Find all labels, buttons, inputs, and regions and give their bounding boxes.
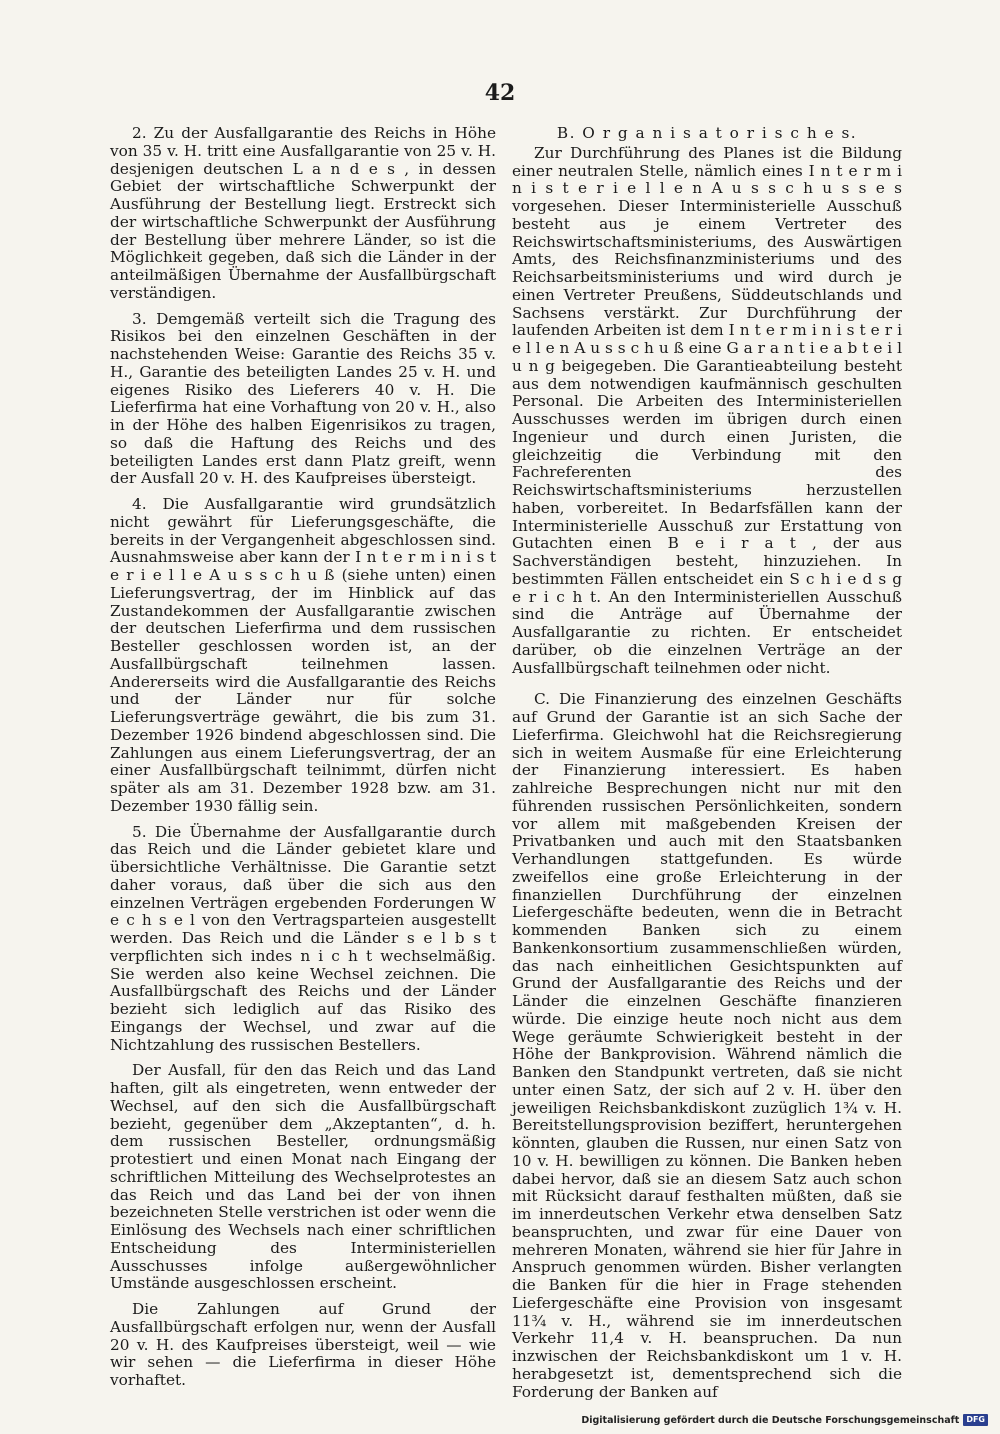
page-number: 42: [484, 80, 516, 106]
paragraph-ausfall: Der Ausfall, für den das Reich und das Land haften, gilt als eingetreten, wenn entweder der Wechsel, auf den sich die Ausfallbürgschaft bezieht, gegenüber dem „Akzeptanten“, d. h. dem russischen Besteller, ordnungsmäßig protestiert und einen Monat nach Eingang der schriftlichen Mitteilung des Wechselprotestes an das Reich und das Land bei der von ihnen bezeichneten Stelle verstrichen ist oder wenn die Einlösung des Wechsels nach einer schriftlichen Entscheidung des Interministeriellen Ausschusses infolge außergewöhnlicher Umstände ausgeschlossen erscheint.: [110, 1061, 496, 1293]
left-column: [110, 125, 496, 1398]
paragraph-4: 4. Die Ausfallgarantie wird grundsätzlich nicht gewährt für Lieferungsgeschäfte, die bereits in der Vergangenheit abgeschlossen sind. Ausnahmsweise aber kann der I n t e r m i n i s t e r i e l l e A u s s c h u ß (siehe unten) einen Lieferungsvertrag, der im Hinblick auf das Zustandekommen der Ausfallgarantie zwischen der deutschen Lieferfirma und dem russischen Besteller geschlossen worden ist, an der Ausfallbürgschaft teilnehmen lassen. Andererseits wird die Ausfallgarantie des Reichs und der Länder nur für solche Lieferungsverträge gewährt, die bis zum 31. Dezember 1926 bindend abgeschlossen sind. Die Zahlungen aus einem Lieferungsvertrag, der an einer Ausfallbürgschaft teilnimmt, dürfen nicht später als am 31. Dezember 1928 bzw. am 31. Dezember 1930 fällig sein.: [110, 495, 496, 815]
dfg-logo-icon: DFG: [963, 1414, 988, 1426]
section-c-paragraph: C. Die Finanzierung des einzelnen Geschäfts auf Grund der Garantie ist an sich Sache der Lieferfirma. Gleichwohl hat die Reichsregierung sich in weitem Ausmaße für eine Erleichterung der Finanzierung interessiert. Es haben zahlreiche Besprechungen nicht nur mit den führenden russischen Persönlichkeiten, sondern vor allem mit maßgebenden Kreisen der Privatbanken und auch mit den Staatsbanken Verhandlungen stattgefunden. Es würde zweifellos eine große Erleichterung in der finanziellen Durchführung der einzelnen Liefergeschäfte bedeuten, wenn die in Betracht kommenden Banken sich zu einem Bankenkonsortium zusammenschließen würden, das nach einheitlichen Gesichtspunkten auf Grund der Ausfallgarantie des Reichs und der Länder die einzelnen Geschäfte finanzieren würde. Die einzige heute noch nicht aus dem Wege geräumte Schwierigkeit besteht in der Höhe der Bankprovision. Während nämlich die Banken den Standpunkt vertreten, daß sie nicht unter einen Satz, der sich auf 2 v. H. über den jeweiligen Reichsbankdiskont zuzüglich 1¾ v. H. Bereitstellungsprovision beziffert, heruntergehen könnten, glauben die Russen, nur einen Satz von 10 v. H. bewilligen zu können. Die Banken heben dabei hervor, daß sie an diesem Satz auch schon mit Rücksicht darauf festhalten müßten, daß sie im innerdeutschen Verkehr etwa denselben Satz beanspruchten, und zwar für eine Dauer von mehreren Monaten, während sie hier für Jahre in Anspruch genommen würden. Bisher verlangten die Banken für die hier in Frage stehenden Liefergeschäfte eine Provision von insgesamt 11¾ v. H., während sie im innerdeutschen Verkehr 11,4 v. H. beanspruchen. Da nun inzwischen der Reichsbankdiskont um 1 v. H. herabgesetzt ist, dementsprechend sich die Forderung der Banken auf: [512, 690, 902, 1401]
paragraph-5: 5. Die Übernahme der Ausfallgarantie durch das Reich und die Länder gebietet klare und übersichtliche Verhältnisse. Die Garantie setzt daher voraus, daß über die sich aus den einzelnen Verträgen ergebenden Forderungen W e c h s e l von den Vertragsparteien ausgestellt werden. Das Reich und die Länder s e l b s t verpflichten sich indes n i c h t wechselmäßig. Sie werden also keine Wechsel zeichnen. Die Ausfallbürgschaft des Reichs und der Länder bezieht sich lediglich auf das Risiko des Eingangs der Wechsel, und zwar auf die Nichtzahlung des russischen Bestellers.: [110, 822, 496, 1054]
section-b-paragraph: Zur Durchführung des Planes ist die Bildung einer neutralen Stelle, nämlich eines I n t e r m i n i s t e r i e l l e n A u s s c h u s s e s vorgesehen. Dieser Interministerielle Ausschuß besteht aus je einem Vertreter des Reichswirtschaftsministeriums, des Auswärtigen Amts, des Reichsfinanzministeriums und des Reichsarbeitsministeriums und wird durch je einen Vertreter Preußens, Süddeutschlands und Sachsens verstärkt. Zur Durchführung der laufenden Arbeiten ist dem I n t e r m i n i s t e r i e l l e n A u s s c h u ß eine G a r a n t i e a b t e i l u n g beigegeben. Die Garantieabteilung besteht aus dem notwendigen kaufmännisch geschulten Personal. Die Arbeiten des Interministeriellen Ausschusses werden im übrigen durch einen Ingenieur und durch einen Juristen, die gleichzeitig die Verbindung mit den Fachreferenten des Reichswirtschaftsministeriums herzustellen haben, vorbereitet. In Bedarfsfällen kann der Interministerielle Ausschuß zur Erstattung von Gutachten einen B e i r a t , der aus Sachverständigen besteht, hinzuziehen. In bestimmten Fällen entscheidet ein S c h i e d s g e r i c h t. An den Interministeriellen Ausschuß sind die Anträge auf Übernahme der Ausfallgarantie zu richten. Er entscheidet darüber, ob die einzelnen Verträge an der Ausfallbürgschaft teilnehmen oder nicht.: [512, 143, 902, 677]
paragraph-3: 3. Demgemäß verteilt sich die Tragung des Risikos bei den einzelnen Geschäften in der nachstehenden Weise: Garantie des Reichs 35 v. H., Garantie des beteiligten Landes 25 v. H. und eigenes Risiko des Lieferers 40 v. H. Die Lieferfirma hat eine Vorhaftung von 20 v. H., also in der Höhe des halben Eigenrisikos zu tragen, so daß die Haftung des Reichs und des beteiligten Landes erst dann Platz greift, wenn der Ausfall 20 v. H. des Kaufpreises übersteigt.: [110, 309, 496, 488]
paragraph-zahlungen: Die Zahlungen auf Grund der Ausfallbürgschaft erfolgen nur, wenn der Ausfall 20 v. H. des Kaufpreises übersteigt, weil — wie wir sehen — die Lieferfirma in dieser Höhe vorhaftet.: [110, 1300, 496, 1389]
right-column: [512, 125, 902, 1409]
footer: [581, 1414, 988, 1426]
footer-text: Digitalisierung gefördert durch die Deutsche Forschungsgemeinschaft: [581, 1414, 960, 1426]
section-b-heading: B. O r g a n i s a t o r i s c h e s.: [556, 124, 858, 142]
paragraph-2: 2. Zu der Ausfallgarantie des Reichs in Höhe von 35 v. H. tritt eine Ausfallgarantie von 25 v. H. desjenigen deutschen L a n d e s , in dessen Gebiet der wirtschaftliche Schwerpunkt der Ausführung der Bestellung liegt. Erstreckt sich der wirtschaftliche Schwerpunkt der Ausführung der Bestellung über mehrere Länder, so ist die Möglichkeit gegeben, daß sich die Länder in der anteilmäßigen Übernahme der Ausfallbürgschaft verständigen.: [110, 124, 496, 302]
